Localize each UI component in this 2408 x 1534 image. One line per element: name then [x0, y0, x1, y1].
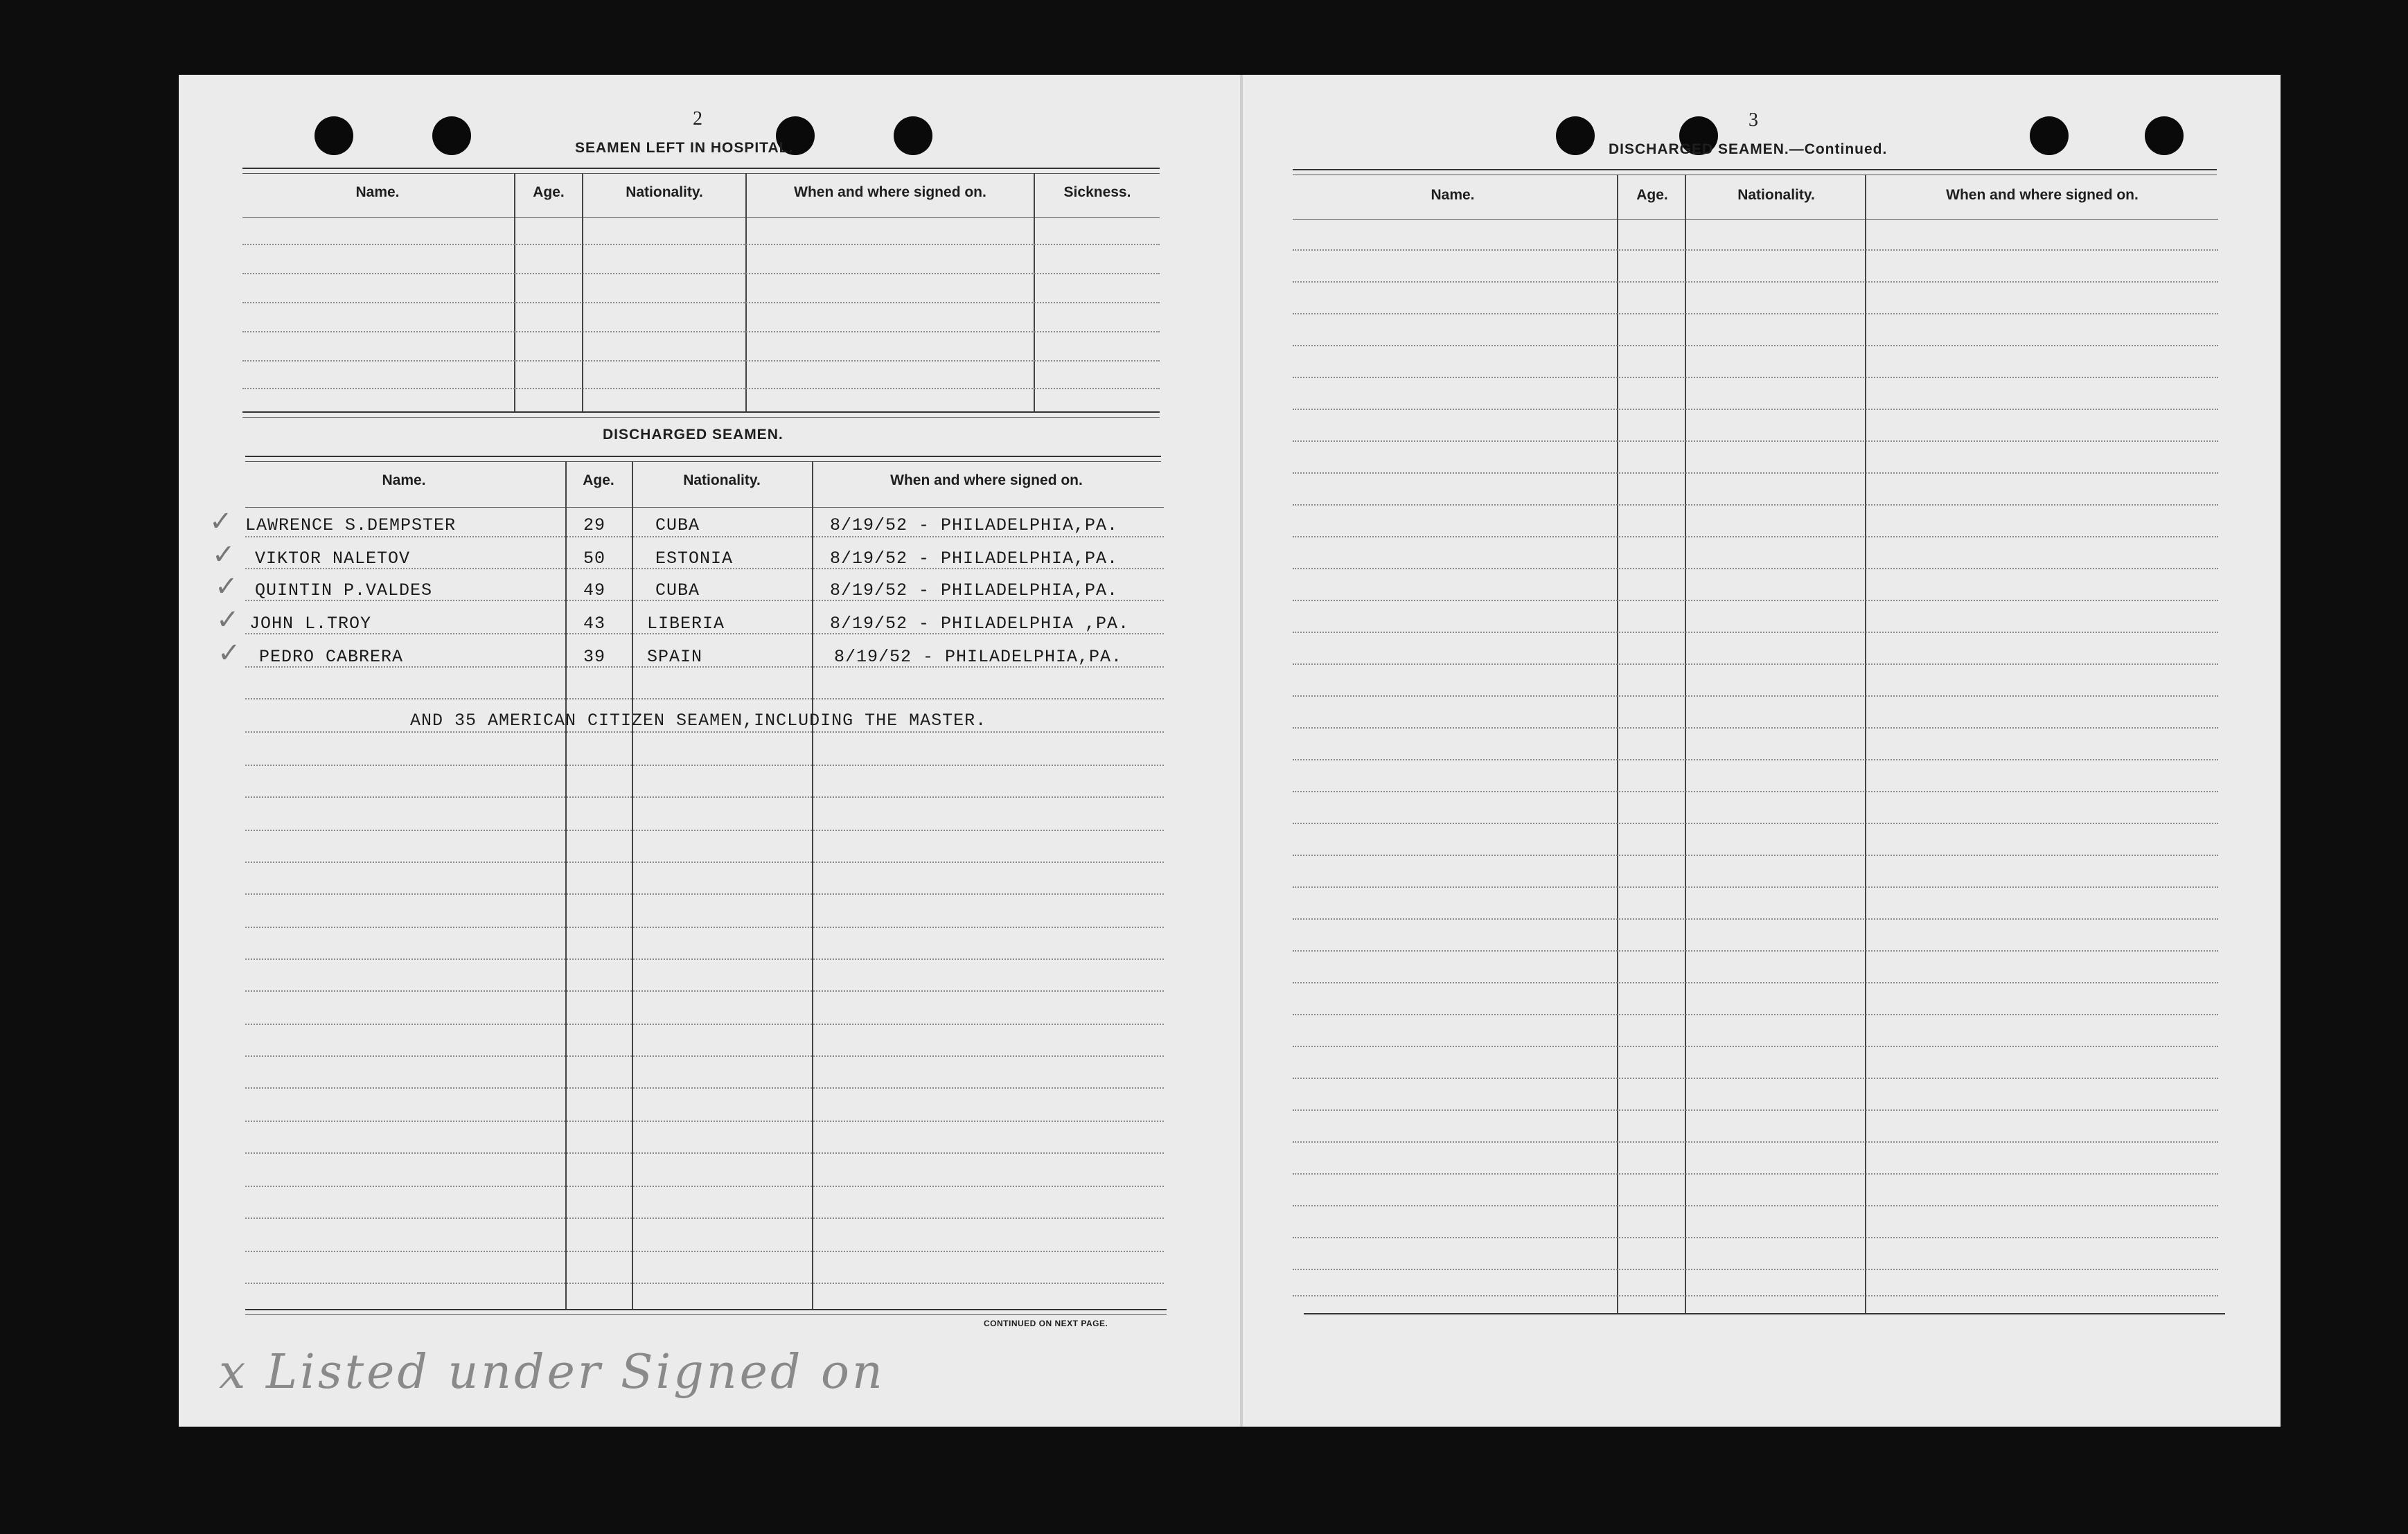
- continued-footer: CONTINUED ON NEXT PAGE.: [984, 1319, 1108, 1328]
- right-col-name: Name.: [1431, 187, 1475, 203]
- seaman-signed-on: 8/19/52 - PHILADELPHIA ,PA.: [830, 614, 1130, 634]
- hospital-col-sickness: Sickness.: [1063, 184, 1131, 200]
- discharged-section-title: DISCHARGED SEAMEN.: [603, 427, 784, 443]
- right-col-age: Age.: [1636, 187, 1668, 203]
- discharged-col-signed-on: When and where signed on.: [890, 472, 1083, 488]
- seaman-age: 50: [583, 549, 606, 569]
- check-mark: ✓: [212, 539, 236, 571]
- right-col-nationality: Nationality.: [1737, 187, 1815, 203]
- american-seamen-note: AND 35 AMERICAN CITIZEN SEAMEN,INCLUDING THE MASTER.: [410, 711, 987, 731]
- seaman-nationality: ESTONIA: [655, 549, 734, 569]
- hospital-col-age: Age.: [533, 184, 565, 200]
- hospital-top-rule: [242, 168, 1160, 169]
- punch-hole: [894, 116, 932, 155]
- seaman-nationality: CUBA: [655, 515, 700, 535]
- discharged-col-age: Age.: [583, 472, 614, 488]
- left-page-number: 2: [693, 108, 702, 130]
- hospital-col-name: Name.: [355, 184, 400, 200]
- hospital-col-signed-on: When and where signed on.: [794, 184, 986, 200]
- right-col-signed-on: When and where signed on.: [1946, 187, 2139, 203]
- check-mark: ✓: [209, 506, 233, 537]
- seaman-name: PEDRO CABRERA: [259, 647, 404, 667]
- seaman-nationality: CUBA: [655, 580, 700, 600]
- handwritten-note: x Listed under Signed on: [219, 1345, 885, 1400]
- seaman-nationality: LIBERIA: [647, 614, 725, 634]
- seaman-age: 43: [583, 614, 606, 634]
- check-mark: ✓: [218, 637, 241, 669]
- punch-hole: [1556, 116, 1595, 155]
- punch-hole: [2030, 116, 2069, 155]
- seaman-name: VIKTOR NALETOV: [255, 549, 411, 569]
- seaman-name: JOHN L.TROY: [249, 614, 372, 634]
- punch-hole: [432, 116, 471, 155]
- right-page-number: 3: [1749, 109, 1758, 131]
- seaman-age: 49: [583, 580, 606, 600]
- seaman-name: LAWRENCE S.DEMPSTER: [245, 515, 457, 535]
- seaman-signed-on: 8/19/52 - PHILADELPHIA,PA.: [834, 647, 1123, 667]
- seaman-nationality: SPAIN: [647, 647, 703, 667]
- document-sheet: [179, 75, 2281, 1427]
- seaman-signed-on: 8/19/52 - PHILADELPHIA,PA.: [830, 515, 1119, 535]
- discharged-col-nationality: Nationality.: [683, 472, 761, 488]
- punch-hole: [315, 116, 353, 155]
- punch-hole: [2145, 116, 2184, 155]
- seaman-age: 29: [583, 515, 606, 535]
- center-fold: [1240, 75, 1243, 1427]
- seaman-signed-on: 8/19/52 - PHILADELPHIA,PA.: [830, 580, 1119, 600]
- check-mark: ✓: [215, 571, 238, 603]
- discharged-col-name: Name.: [382, 472, 426, 488]
- hospital-section-title: SEAMEN LEFT IN HOSPITAL.: [575, 140, 794, 156]
- seaman-age: 39: [583, 647, 606, 667]
- seaman-signed-on: 8/19/52 - PHILADELPHIA,PA.: [830, 549, 1119, 569]
- hospital-col-nationality: Nationality.: [626, 184, 703, 200]
- seaman-name: QUINTIN P.VALDES: [255, 580, 433, 600]
- check-mark: ✓: [216, 604, 240, 636]
- right-section-title: DISCHARGED SEAMEN.—Continued.: [1609, 141, 1888, 157]
